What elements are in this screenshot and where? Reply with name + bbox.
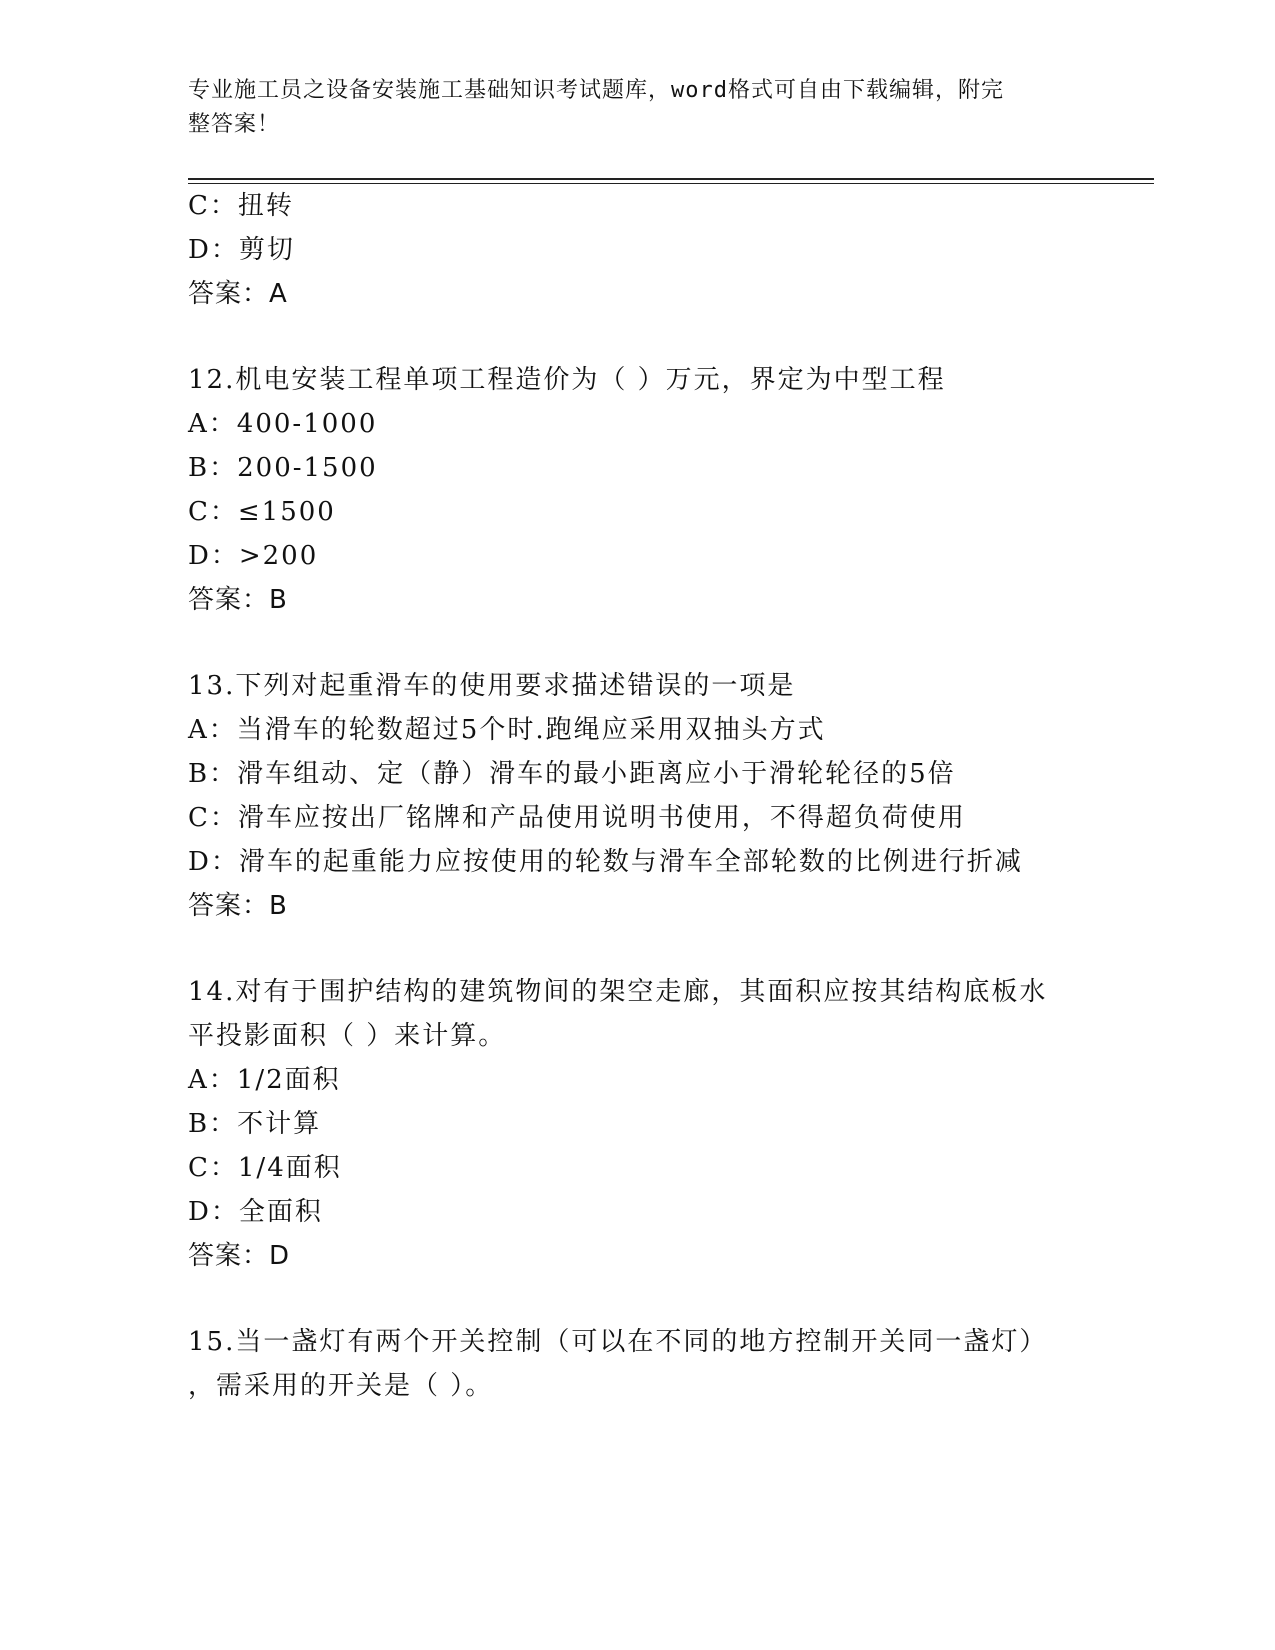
header-line-2: 整答案！ (188, 112, 281, 137)
q15-question-line-1: 15.当一盏灯有两个开关控制（可以在不同的地方控制开关同一盏灯） (188, 1327, 1048, 1357)
q14-option-a: A：1/2面积 (188, 1065, 341, 1095)
q13-answer: 答案：B (188, 891, 288, 921)
q14-question-line-1: 14.对有于围护结构的建筑物间的架空走廊，其面积应按其结构底板水 (188, 977, 1048, 1007)
q14-option-c: C：1/4面积 (188, 1153, 342, 1183)
q12-option-c: C：≤1500 (188, 497, 336, 527)
q14-answer: 答案：D (188, 1241, 291, 1271)
q11-option-d: D：剪切 (188, 235, 295, 265)
q13-option-b: B：滑车组动、定（静）滑车的最小距离应小于滑轮轮径的5倍 (188, 759, 956, 789)
q13-option-d: D：滑车的起重能力应按使用的轮数与滑车全部轮数的比例进行折减 (188, 847, 1023, 877)
header-line-1: 专业施工员之设备安装施工基础知识考试题库，word格式可自由下载编辑，附完 (188, 78, 1004, 103)
header-divider-thick (188, 178, 1154, 180)
q11-answer: 答案：A (188, 279, 288, 309)
q12-option-a: A：400-1000 (188, 409, 378, 439)
q13-option-a: A：当滑车的轮数超过5个时.跑绳应采用双抽头方式 (188, 715, 826, 745)
q15-question-line-2: ，需采用的开关是（ ）。 (188, 1371, 494, 1401)
document-header (188, 74, 1088, 142)
q14-option-b: B：不计算 (188, 1109, 322, 1139)
q12-answer: 答案：B (188, 585, 288, 615)
q14-question-line-2: 平投影面积（ ）来计算。 (188, 1021, 507, 1051)
q11-option-c: C：扭转 (188, 191, 294, 221)
header-divider-thin (188, 183, 1154, 184)
q12-option-d: D：>200 (188, 541, 319, 571)
q12-question: 12.机电安装工程单项工程造价为（ ）万元，界定为中型工程 (188, 365, 946, 395)
q14-option-d: D：全面积 (188, 1197, 323, 1227)
q13-question: 13.下列对起重滑车的使用要求描述错误的一项是 (188, 671, 796, 701)
q12-option-b: B：200-1500 (188, 453, 378, 483)
q13-option-c: C：滑车应按出厂铭牌和产品使用说明书使用，不得超负荷使用 (188, 803, 966, 833)
